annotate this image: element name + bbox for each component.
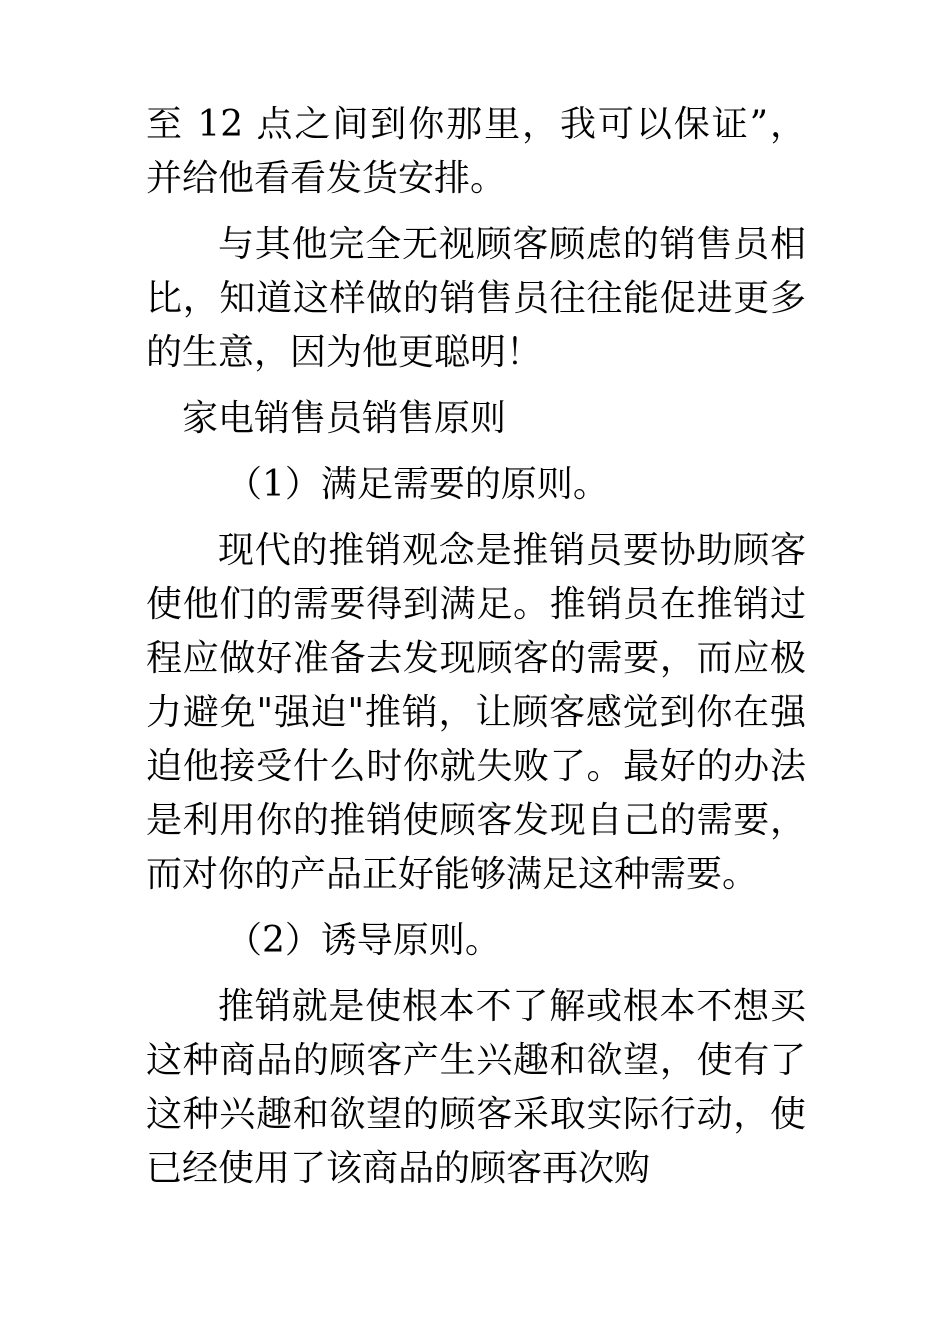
paragraph-comparison: 与其他完全无视顾客顾虑的销售员相比，知道这样做的销售员往往能促进更多的生意，因为他更聪明！ bbox=[146, 224, 806, 373]
paragraph-principle-1: 现代的推销观念是推销员要协助顾客使他们的需要得到满足。推销员在推销过程应做好准备去发现顾客的需要，而应极力避免"强迫"推销，让顾客感觉到你在强迫他接受什么时你就失败了。最好的办法是利用你的推销使顾客发现自己的需要，而对你的产品正好能够满足这种需要。 bbox=[146, 530, 806, 895]
paragraph-principle-2: 推销就是使根本不了解或根本不想买这种商品的顾客产生兴趣和欲望，使有了这种兴趣和欲望的顾客采取实际行动，使已经使用了该商品的顾客再次购 bbox=[146, 986, 806, 1189]
principle-heading-2: （2）诱导原则。 bbox=[226, 920, 501, 961]
document-page bbox=[146, 98, 806, 1196]
principle-heading-1: （1）满足需要的原则。 bbox=[226, 464, 609, 505]
section-heading: 家电销售员销售原则 bbox=[182, 398, 507, 439]
paragraph-continuation: 至 12 点之间到你那里，我可以保证”，并给他看看发货安排。 bbox=[146, 104, 806, 199]
